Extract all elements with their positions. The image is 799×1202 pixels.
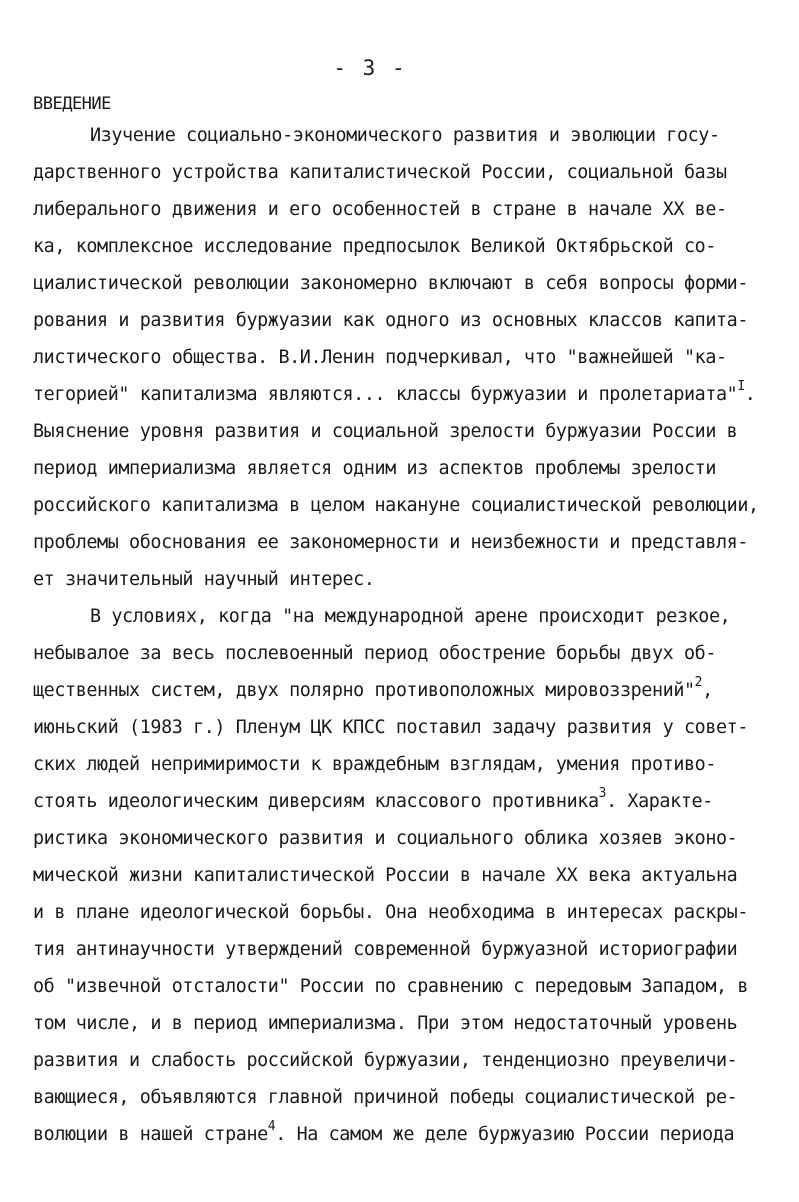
text-line: [33, 784, 713, 820]
footnote-marker: 4: [267, 1118, 276, 1134]
text-line: [90, 118, 720, 154]
text-line: [33, 858, 737, 894]
text-line-content: тия антинаучности утверждений современной буржуазной историографии: [33, 939, 738, 960]
text-line-content: и в плане идеологической борьбы. Она необходима в интересах раскры-: [33, 902, 749, 923]
text-line-content: ских людей непримиримости к враждебным взглядам, умения противо-: [33, 754, 717, 775]
text-line: [33, 377, 755, 413]
text-line-suffix: ,: [702, 680, 713, 701]
text-line-content: том числе, и в период империализма. При этом недостаточный уровень: [33, 1013, 738, 1034]
text-line: [33, 192, 727, 228]
text-line: [33, 1006, 737, 1042]
text-line-content: волюции в нашей стране: [33, 1124, 268, 1145]
text-line-content: тегорией" капитализма являются... классы буржуазии и пролетариата": [33, 384, 738, 405]
text-line: [33, 710, 748, 746]
page-number: - 3 -: [333, 56, 407, 80]
text-line: [33, 451, 716, 487]
text-line-content: листического общества. В.И.Ленин подчеркивал, что "важнейшей "ка-: [33, 347, 727, 368]
text-line-content: рования и развития буржуазии как одного из основных классов капита-: [33, 310, 749, 331]
text-line: [90, 599, 730, 635]
text-line-content: мической жизни капиталистической России в начале XX века актуальна: [33, 865, 738, 886]
text-line-content: В условиях, когда "на международной арене происходит резкое,: [90, 606, 731, 627]
footnote-marker: 2: [694, 674, 703, 690]
text-line-content: июньский (1983 г.) Пленум ЦК КПСС поставил задачу развития у совет-: [33, 717, 749, 738]
text-line: [33, 1117, 734, 1153]
text-line-content: ка, комплексное исследование предпосылок Великой Октябрьской со-: [33, 236, 717, 257]
text-line: [33, 821, 737, 857]
text-line-suffix: .: [744, 384, 756, 405]
text-line: [33, 895, 748, 931]
text-line-suffix: . Характе-: [606, 791, 713, 812]
text-line-content: щественных систем, двух полярно противоположных мировоззрений": [33, 680, 695, 701]
text-line-content: об "извечной отсталости" России по сравнению с передовым Западом, в: [33, 976, 749, 997]
text-line: [33, 414, 737, 450]
text-line-content: вающиеся, объявляются главной причиной победы социалистической ре-: [33, 1087, 738, 1108]
text-line: [33, 488, 759, 524]
text-line: [33, 969, 748, 1005]
text-line-content: российского капитализма в целом накануне социалистической революции,: [33, 495, 759, 516]
text-line-content: На самом же деле буржуазию России периода: [296, 1124, 735, 1145]
text-line-content: проблемы обоснования ее закономерности и неизбежности и представля-: [33, 532, 749, 553]
text-line-suffix: .: [275, 1124, 297, 1145]
text-line: [33, 1043, 737, 1079]
footnote-marker: 3: [598, 785, 607, 801]
text-line-content: циалистической революции закономерно включают в себя вопросы форми-: [33, 273, 749, 294]
text-line-content: дарственного устройства капиталистической России, социальной базы: [33, 162, 727, 183]
text-line: [33, 155, 727, 191]
text-line-content: развития и слабость российской буржуазии, тенденциозно преувеличи-: [33, 1050, 738, 1071]
text-line-content: небывалое за весь послевоенный период обострение борьбы двух об-: [33, 643, 717, 664]
text-line: [33, 932, 737, 968]
text-line: [33, 636, 716, 672]
text-line: [33, 673, 713, 709]
section-heading: ВВЕДЕНИЕ: [33, 94, 111, 114]
footnote-marker: I: [737, 378, 745, 394]
text-line-content: Выяснение уровня развития и социальной зрелости буржуазии России в: [33, 421, 738, 442]
text-line: [33, 340, 727, 376]
text-line-content: либерального движения и его особенностей в стране в начале XX ве-: [33, 199, 727, 220]
text-line-content: ет значительный научный интерес.: [33, 569, 375, 590]
text-line: [33, 1080, 737, 1116]
text-line: [33, 747, 716, 783]
text-line: [33, 229, 716, 265]
text-line: [33, 266, 748, 302]
text-line: [33, 562, 375, 598]
text-line-content: ристика экономического развития и социального облика хозяев эконо-: [33, 828, 738, 849]
text-line: [33, 303, 748, 339]
text-line: [33, 525, 748, 561]
text-line-content: Изучение социально-экономического развития и эволюции госу-: [90, 125, 720, 146]
text-line-content: стоять идеологическим диверсиям классового противника: [33, 791, 599, 812]
text-line-content: период империализма является одним из аспектов проблемы зрелости: [33, 458, 717, 479]
